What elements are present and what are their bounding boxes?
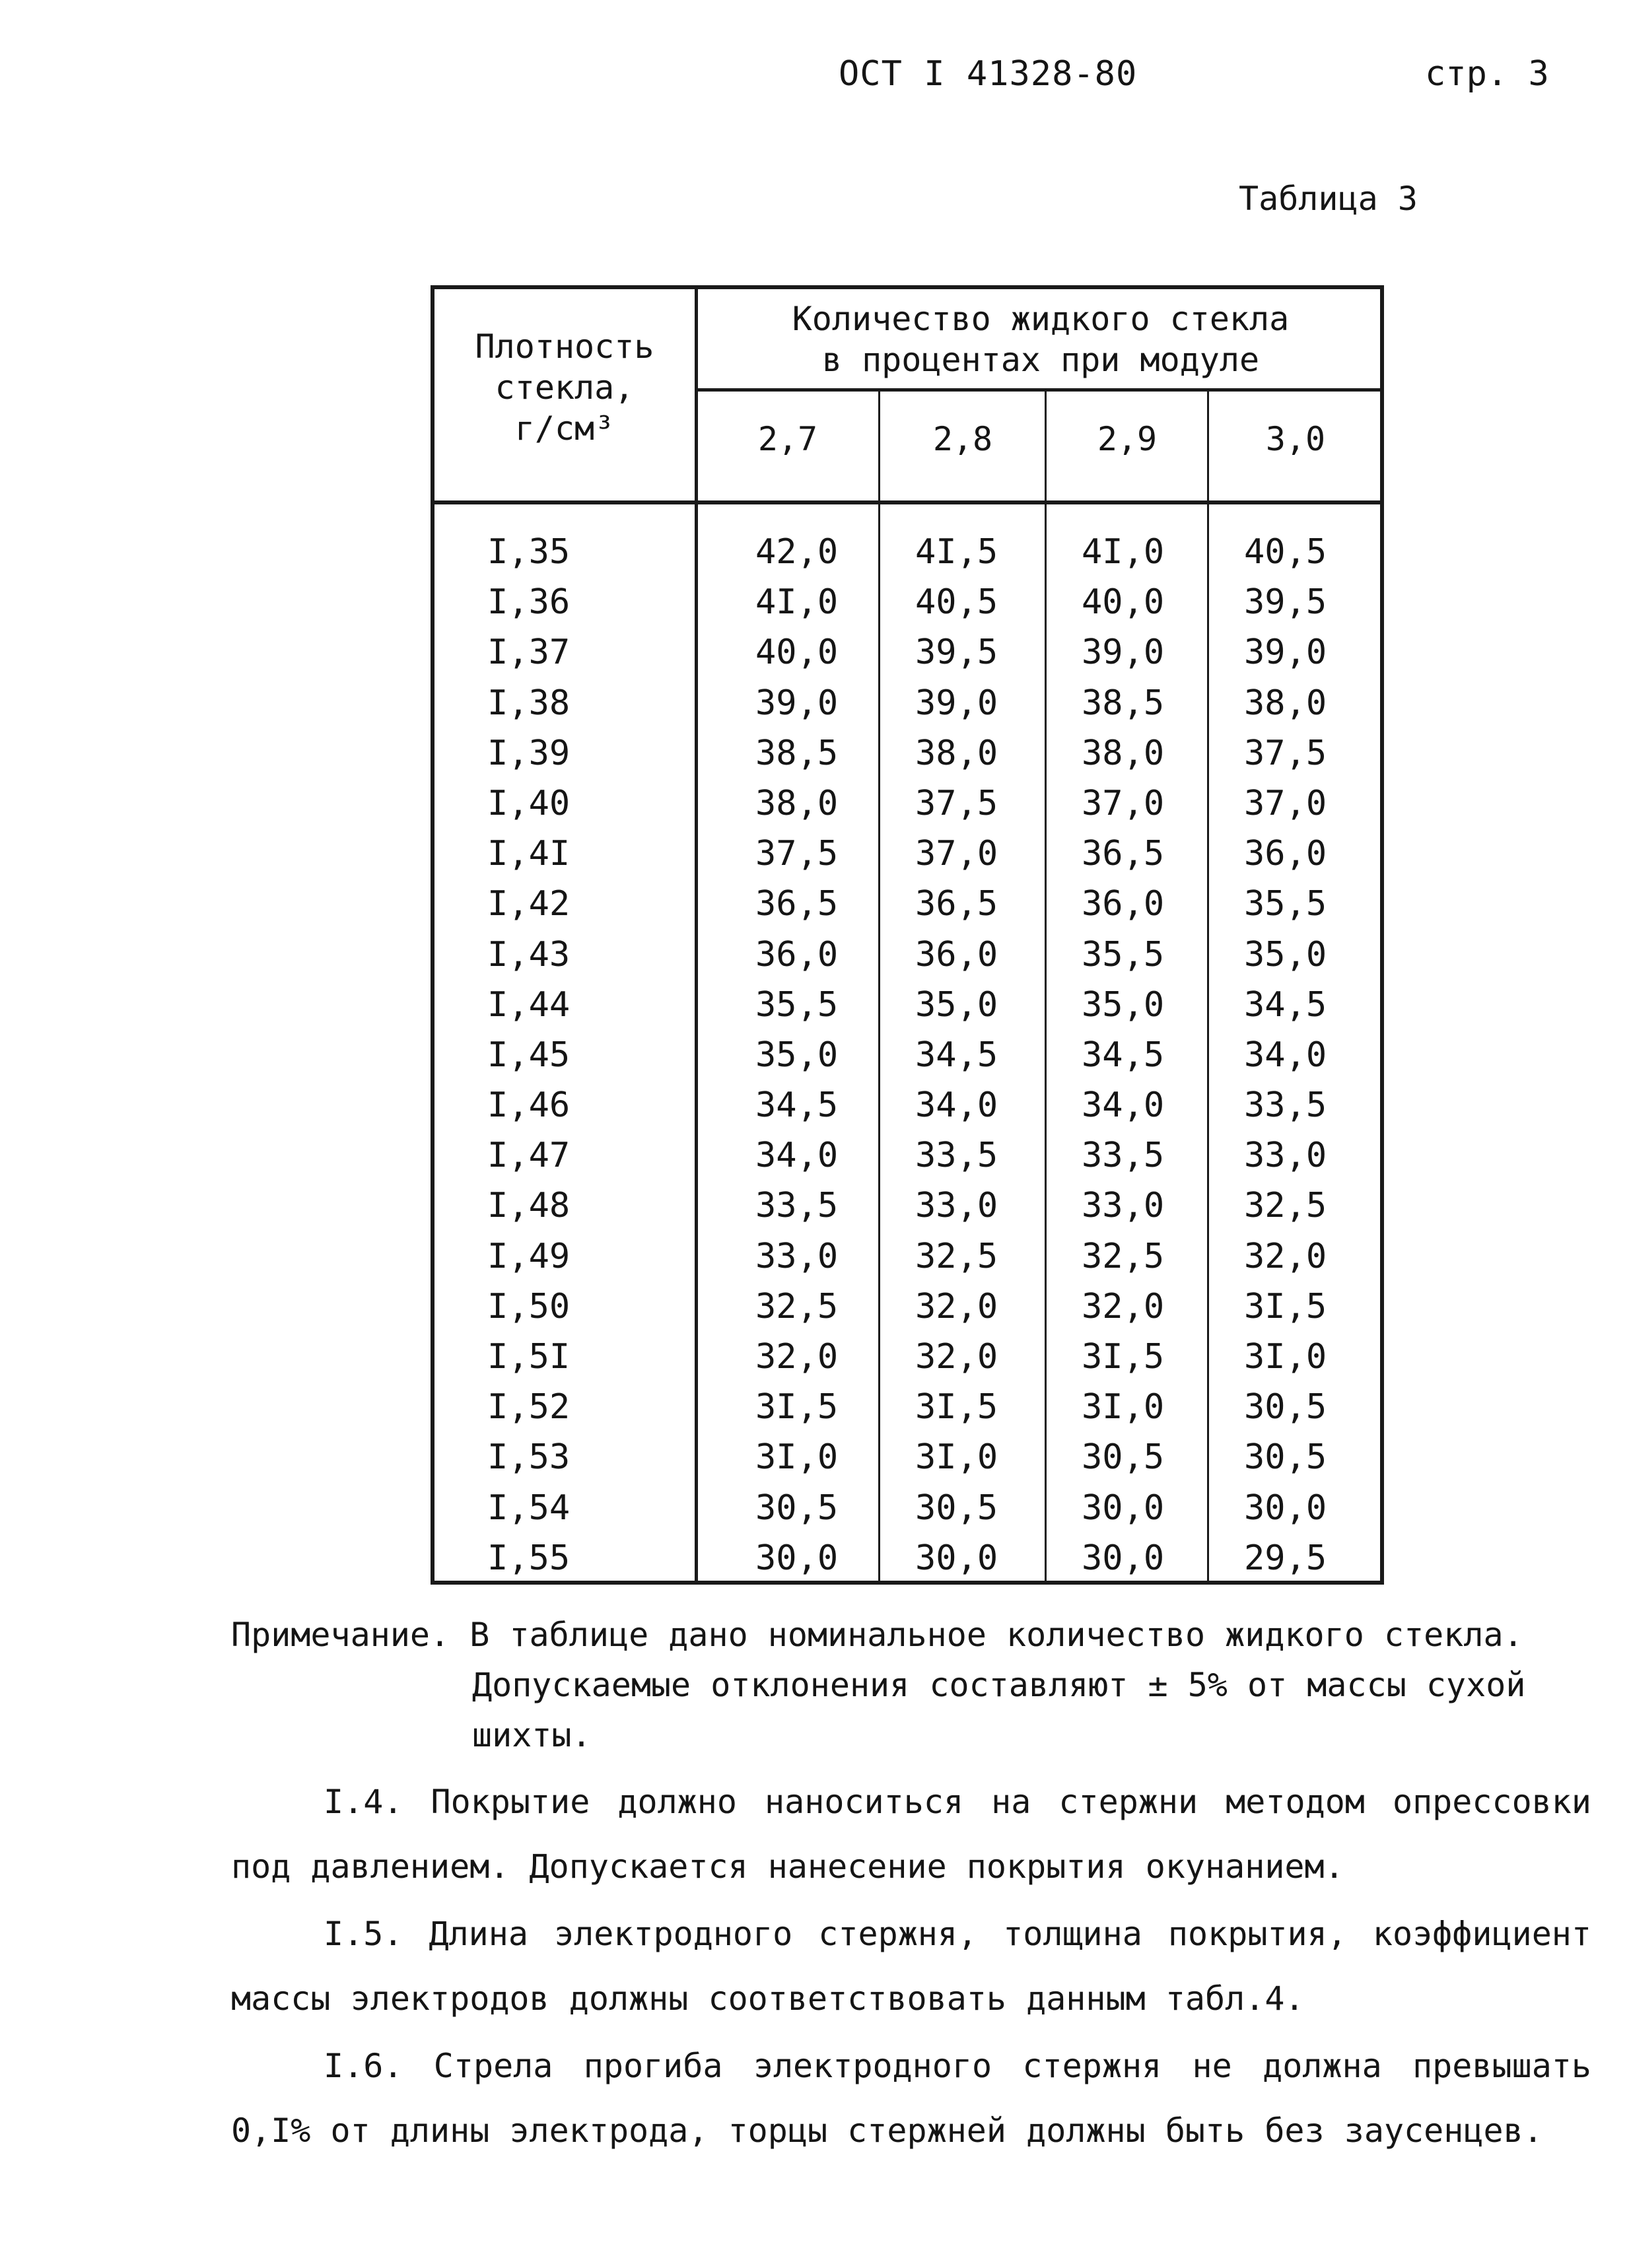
value-cell: 30,5: [1082, 1437, 1165, 1478]
value-cell: 32,0: [755, 1337, 839, 1377]
value-cell: 30,0: [1244, 1488, 1327, 1528]
value-cell: 3I,0: [915, 1437, 998, 1478]
density-cell: I,45: [487, 1035, 571, 1075]
column-divider: [1207, 391, 1209, 1581]
module-3-0-column: [1244, 527, 1327, 1583]
value-cell: 37,5: [915, 783, 998, 823]
note-line: В таблице дано номинальное количество жидкого стекла.: [469, 1616, 1523, 1654]
value-cell: 32,5: [1244, 1186, 1327, 1226]
value-cell: 33,5: [915, 1136, 998, 1176]
value-cell: 35,5: [1244, 884, 1327, 924]
value-cell: 3I,0: [1244, 1337, 1327, 1377]
density-header-line: стекла,: [495, 368, 635, 407]
value-cell: 35,0: [1244, 934, 1327, 975]
value-cell: 33,5: [1244, 1085, 1327, 1126]
header-bottom-rule: [434, 500, 1380, 504]
note-line: шихты.: [472, 1716, 592, 1754]
density-header-line: г/см³: [514, 409, 615, 448]
value-cell: 39,0: [1082, 633, 1165, 673]
note-line: Допускаемые отклонения составляют ± 5% от массы сухой: [472, 1666, 1526, 1704]
density-cell: I,4I: [487, 834, 571, 874]
group-header-line: в процентах при модуле: [821, 341, 1260, 379]
table-caption: Таблица 3: [1239, 180, 1418, 218]
value-cell: 33,0: [915, 1186, 998, 1226]
value-cell: 38,0: [755, 783, 839, 823]
density-cell: I,52: [487, 1387, 571, 1427]
module-header-2-8: 2,8: [932, 420, 993, 458]
value-cell: 30,0: [755, 1538, 839, 1578]
module-header-2-9: 2,9: [1097, 420, 1158, 458]
value-cell: 30,0: [915, 1538, 998, 1578]
density-cell: I,37: [487, 633, 571, 673]
value-cell: 34,0: [915, 1085, 998, 1126]
value-cell: 32,5: [915, 1236, 998, 1276]
density-cell: I,53: [487, 1437, 571, 1478]
density-cell: I,44: [487, 984, 571, 1025]
value-cell: 39,5: [915, 633, 998, 673]
value-cell: 34,5: [1082, 1035, 1165, 1075]
value-cell: 30,0: [1082, 1488, 1165, 1528]
value-cell: 4I,5: [915, 532, 998, 572]
value-cell: 39,5: [1244, 582, 1327, 623]
value-cell: 36,5: [1082, 834, 1165, 874]
density-cell: I,36: [487, 582, 571, 623]
value-cell: 4I,0: [1082, 532, 1165, 572]
value-cell: 29,5: [1244, 1538, 1327, 1578]
density-cell: I,55: [487, 1538, 571, 1578]
value-cell: 38,0: [1244, 683, 1327, 723]
header-divider: [695, 388, 1380, 392]
density-cell: I,40: [487, 783, 571, 823]
value-cell: 3I,0: [755, 1437, 839, 1478]
note-lead: Примечание.: [231, 1616, 450, 1654]
value-cell: 34,5: [755, 1085, 839, 1126]
value-cell: 32,5: [1082, 1236, 1165, 1276]
paragraph-1-5: I.5. Длина электродного стержня, толщина покрытия, коэффициент массы электродов должны соответствовать данным табл.4.: [231, 1915, 1591, 2018]
value-cell: 3I,5: [1082, 1337, 1165, 1377]
value-cell: 37,5: [755, 834, 839, 874]
value-cell: 30,5: [915, 1488, 998, 1528]
value-cell: 3I,5: [755, 1387, 839, 1427]
value-cell: 32,0: [915, 1337, 998, 1377]
value-cell: 42,0: [755, 532, 839, 572]
column-divider: [695, 289, 698, 1581]
value-cell: 35,5: [1082, 934, 1165, 975]
density-cell: I,5I: [487, 1337, 571, 1377]
value-cell: 38,0: [1082, 733, 1165, 773]
value-cell: 34,0: [1082, 1085, 1165, 1126]
density-cell: I,48: [487, 1186, 571, 1226]
value-cell: 33,5: [1082, 1136, 1165, 1176]
value-cell: 38,0: [915, 733, 998, 773]
value-cell: 33,0: [755, 1236, 839, 1276]
density-header-line: Плотность: [475, 327, 654, 366]
value-cell: 3I,0: [1082, 1387, 1165, 1427]
value-cell: 32,0: [1244, 1236, 1327, 1276]
value-cell: 36,0: [1244, 834, 1327, 874]
value-cell: 30,5: [755, 1488, 839, 1528]
value-cell: 36,5: [755, 884, 839, 924]
value-cell: 36,0: [915, 934, 998, 975]
value-cell: 39,0: [1244, 633, 1327, 673]
value-cell: 40,5: [1244, 532, 1327, 572]
module-2-7-column: [755, 527, 838, 1583]
value-cell: 32,0: [915, 1286, 998, 1326]
value-cell: 36,5: [915, 884, 998, 924]
density-header: [434, 326, 695, 449]
value-cell: 37,0: [915, 834, 998, 874]
density-cell: I,38: [487, 683, 571, 723]
value-cell: 32,5: [755, 1286, 839, 1326]
value-cell: 40,0: [755, 633, 839, 673]
module-header-2-7: 2,7: [757, 420, 818, 458]
paragraph-1-6: I.6. Стрела прогиба электродного стержня не должна превышать 0,I% от длины электрода, торцы стержней должны быть без заусенцев.: [231, 2047, 1591, 2150]
value-cell: 35,0: [915, 984, 998, 1025]
group-header-line: Количество жидкого стекла: [792, 300, 1290, 338]
value-cell: 35,5: [755, 984, 839, 1025]
density-table: [431, 285, 1384, 1585]
density-cell: I,39: [487, 733, 571, 773]
module-2-8-column: [915, 527, 998, 1583]
value-cell: 34,0: [1244, 1035, 1327, 1075]
value-cell: 3I,5: [915, 1387, 998, 1427]
value-cell: 38,5: [1082, 683, 1165, 723]
value-cell: 33,5: [755, 1186, 839, 1226]
density-cell: I,43: [487, 934, 571, 975]
value-cell: 30,5: [1244, 1387, 1327, 1427]
value-cell: 34,0: [755, 1136, 839, 1176]
paragraph-1-4: I.4. Покрытие должно наноситься на стержни методом опрессовки под давлением. Допускается нанесение покрытия окунанием.: [231, 1783, 1591, 1886]
density-cell: I,47: [487, 1136, 571, 1176]
density-cell: I,46: [487, 1085, 571, 1126]
value-cell: 34,5: [1244, 984, 1327, 1025]
glass-amount-header: [697, 298, 1384, 380]
value-cell: 36,0: [1082, 884, 1165, 924]
module-2-9-column: [1082, 527, 1164, 1583]
value-cell: 33,0: [1082, 1186, 1165, 1226]
value-cell: 37,0: [1244, 783, 1327, 823]
page-number: стр. 3: [1425, 54, 1549, 94]
value-cell: 40,5: [915, 582, 998, 623]
value-cell: 30,0: [1082, 1538, 1165, 1578]
column-divider: [878, 391, 880, 1581]
value-cell: 39,0: [915, 683, 998, 723]
density-cell: I,54: [487, 1488, 571, 1528]
value-cell: 3I,5: [1244, 1286, 1327, 1326]
density-cell: I,42: [487, 884, 571, 924]
document-code: ОСТ I 41328-80: [839, 54, 1138, 94]
column-divider: [1045, 391, 1047, 1581]
value-cell: 37,0: [1082, 783, 1165, 823]
value-cell: 4I,0: [755, 582, 839, 623]
density-cell: I,35: [487, 532, 571, 572]
value-cell: 30,5: [1244, 1437, 1327, 1478]
density-column: [487, 527, 570, 1583]
value-cell: 39,0: [755, 683, 839, 723]
density-cell: I,49: [487, 1236, 571, 1276]
value-cell: 38,5: [755, 733, 839, 773]
density-cell: I,50: [487, 1286, 571, 1326]
value-cell: 33,0: [1244, 1136, 1327, 1176]
value-cell: 40,0: [1082, 582, 1165, 623]
value-cell: 36,0: [755, 934, 839, 975]
value-cell: 35,0: [1082, 984, 1165, 1025]
value-cell: 34,5: [915, 1035, 998, 1075]
table-note: [231, 1610, 1591, 1760]
value-cell: 32,0: [1082, 1286, 1165, 1326]
module-header-3-0: 3,0: [1265, 420, 1326, 458]
value-cell: 35,0: [755, 1035, 839, 1075]
value-cell: 37,5: [1244, 733, 1327, 773]
